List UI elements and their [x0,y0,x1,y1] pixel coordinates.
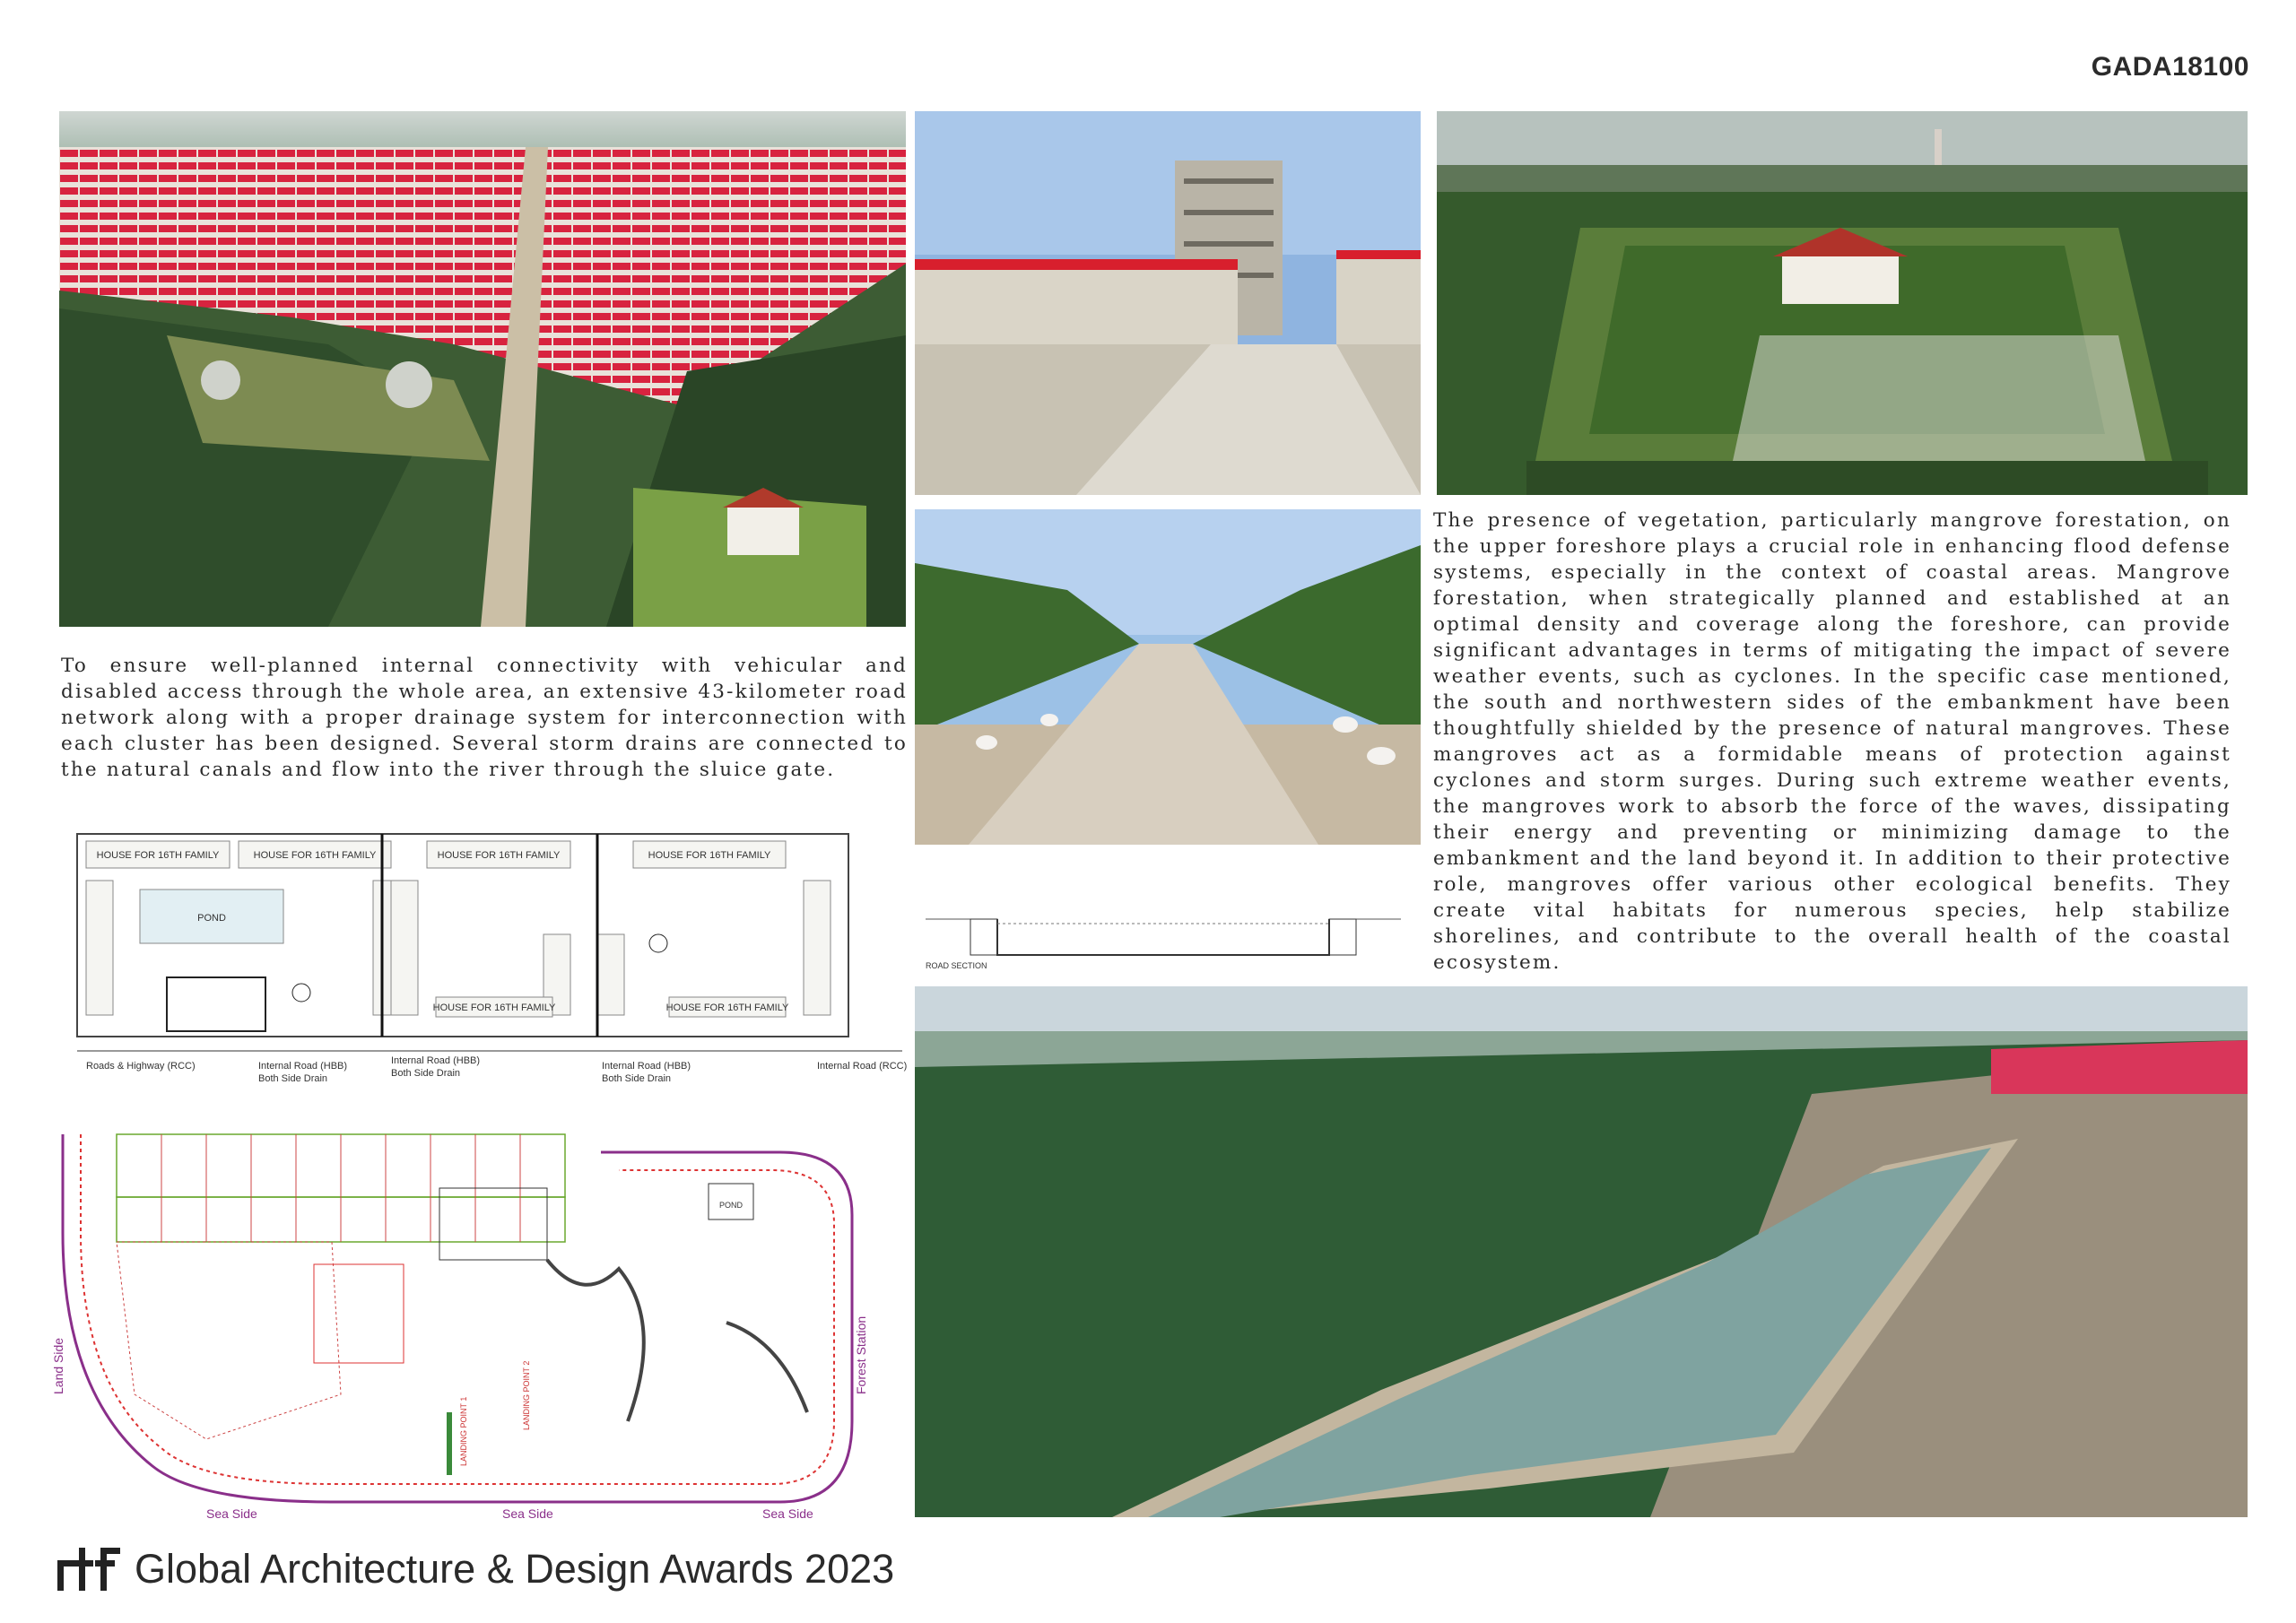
project-code: GADA18100 [2091,52,2249,82]
site-plan-pond-label: POND [718,1201,744,1210]
road-label-drain-2: Both Side Drain [391,1068,461,1079]
road-label-drain-1: Both Side Drain [258,1073,328,1084]
road-label-drain-3: Both Side Drain [602,1073,672,1084]
house-label: HOUSE FOR 16TH FAMILY [648,850,771,861]
building-road-photo [915,111,1421,495]
road-label-internal-1: Internal Road (HBB) [258,1061,348,1072]
road-section-label: ROAD SECTION [926,961,987,970]
mangrove-embankment-photo [915,986,2248,1517]
landing-point-2-label: LANDING POINT 2 [522,1360,531,1430]
pond-label: POND [197,913,226,924]
site-plan-drawing [45,1125,906,1524]
cluster-plan-drawing [59,827,911,1087]
road-label-internal-2: Internal Road (HBB) [391,1055,481,1066]
house-label: HOUSE FOR 16TH FAMILY [437,850,561,861]
sea-side-label-2: Sea Side [502,1506,553,1521]
road-label-internal-rcc: Internal Road (RCC) [817,1061,908,1072]
house-label: HOUSE FOR 16TH FAMILY [253,850,377,861]
pavilion-field-photo [1437,111,2248,495]
footer-title: Global Architecture & Design Awards 2023 [135,1546,895,1592]
road-label-internal-3: Internal Road (HBB) [602,1061,691,1072]
land-side-label: Land Side [51,1337,65,1394]
sea-side-label-1: Sea Side [206,1506,257,1521]
house-label: HOUSE FOR 16TH FAMILY [665,1002,789,1013]
house-label: HOUSE FOR 16TH FAMILY [96,850,220,861]
forest-station-label: Forest Station [854,1315,868,1394]
road-section-drawing [917,856,1415,973]
lane-trees-photo [915,509,1421,845]
gada-logo-icon [57,1544,129,1594]
sea-side-label-3: Sea Side [762,1506,813,1521]
aerial-housing-photo [59,111,906,627]
mangrove-paragraph: The presence of vegetation, particularly mangrove forestation, on the upper foreshore plays a crucial role in enhancing flood defense systems, especially in the context of coastal areas. Mangrove forestation, when strategically planned and established at an optimal density and coverage along the foreshore, can provide significant advantages in terms of mitigating the impact of severe weather events, such as cyclones. In the specific case mentioned, the south and northwestern sides of the embankment have been thoughtfully shielded by the presence of natural mangroves. These mangroves act as a formidable means of protection against cyclones and storm surges. During such extreme weather events, the mangroves work to absorb the force of the waves, dissipating their energy and preventing or minimizing damage to the embankment and the land beyond it. In addition to their protective role, mangroves offer various other ecological benefits. They create vital habitats for numerous species, help stabilize shorelines, and contribute to the overall health of the coastal ecosystem. [1433,509,2231,974]
landing-point-1-label: LANDING POINT 1 [459,1396,468,1466]
road-label-highway: Roads & Highway (RCC) [86,1061,196,1072]
house-label: HOUSE FOR 16TH FAMILY [432,1002,556,1013]
connectivity-paragraph: To ensure well-planned internal connectivity with vehicular and disabled access through the whole area, an extensive 43-kilometer road network along with a proper drainage system for interconnection with each cluster has been designed. Several storm drains are connected to the natural canals and flow into the river through the sluice gate. [61,655,908,781]
